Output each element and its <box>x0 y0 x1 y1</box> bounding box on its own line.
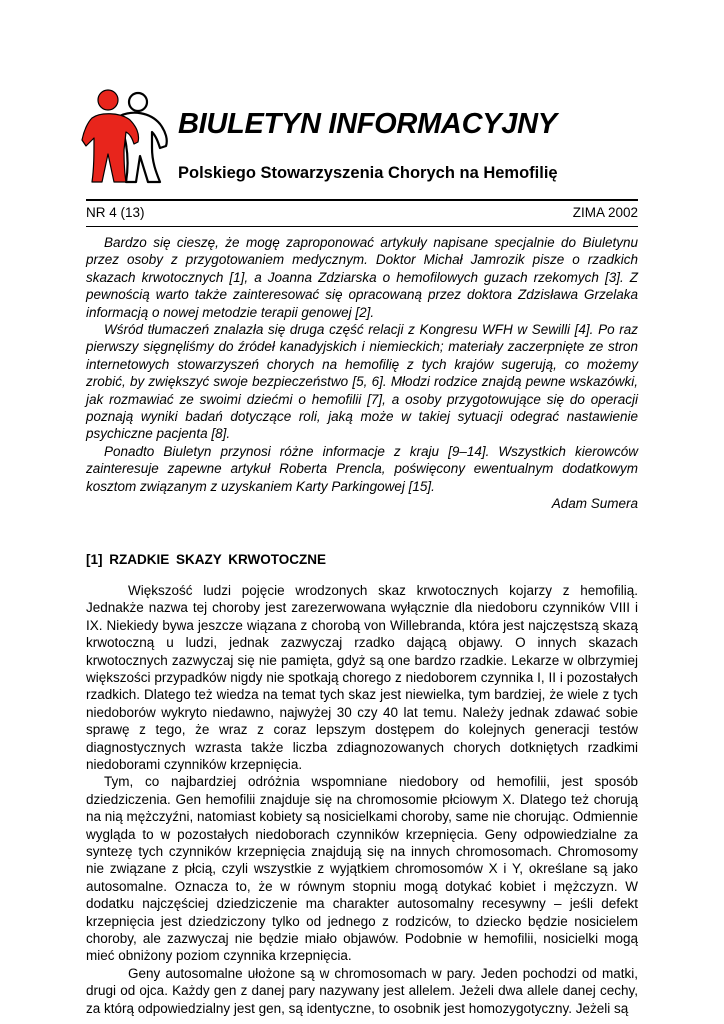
editorial-intro <box>86 234 638 513</box>
issue-number: NR 4 (13) <box>86 205 145 220</box>
header-rule-top <box>86 199 638 201</box>
article-paragraph: Geny autosomalne ułożone są w chromosomach w pary. Jeden pochodzi od matki, drugi od ojca. Każdy gen z danej pary nazywany jest allelem. Jeżeli dwa allele danej cechy, za którą odpowiedzialny jest gen, są identyczne, to osobnik jest homozygotyczny. Jeżeli są <box>86 965 638 1016</box>
article-heading: [1] RZADKIE SKAZY KRWOTOCZNE <box>86 551 327 567</box>
editor-signature: Adam Sumera <box>551 496 638 512</box>
issue-season: ZIMA 2002 <box>572 205 638 220</box>
society-logo <box>80 88 170 188</box>
bulletin-title: BIULETYN INFORMACYJNY <box>178 108 557 140</box>
article-paragraph: Większość ludzi pojęcie wrodzonych skaz krwotocznych kojarzy z hemofilią. Jednakże nazwa tej choroby jest zarezerwowana wyłącznie dla niedoboru czynników VIII i IX. Niekiedy bywa jeszcze wiązana z chorobą von Willebranda, która jest najczęstszą skazą krwotoczną u ludzi, jednak zazwyczaj rzadko dającą objawy. O innych skazach krwotocznych zazwyczaj się nie pamięta, gdyż są one bardzo rzadkie. Lekarze w olbrzymiej większości przypadków nigdy nie spotkają chorego z niedoborem czynnika I, II i pozostałych rzadkich. Dlatego też wiedza na temat tych skaz jest niewielka, tym bardziej, że wiele z tych niedoborów wykryto niedawno, najwyżej 30 czy 40 lat temu. Należy jednak zdawać sobie sprawę z tego, że wraz z coraz lepszym dostępem do kolejnych generacji testów diagnostycznych wzrasta także liczba zdiagnozowanych chorych dotkniętych rzadkimi niedoborami czynników krzepnięcia. <box>86 582 638 772</box>
page-content <box>86 234 638 1017</box>
intro-paragraph: Wśród tłumaczeń znalazła się druga część relacji z Kongresu WFH w Sewilli [4]. Po raz pierwszy sięgnęliśmy do źródeł kanadyjskich i niemieckich; materiały zaczerpnięte ze stron internetowych stowarzyszeń chorych na hemofilię z tych krajów sugerują, co możemy zrobić, by zwiększyć swoje bezpieczeństwo [5, 6]. Młodzi rodzice znajdą pewne wskazówki, jak rozmawiać ze swoimi dziećmi o hemofilii [7], a osoby przygotowujące się do operacji poznają wyniki badań dotyczące roli, jaką może w takiej sytuacji odegrać nastawienie psychiczne pacjenta [8]. <box>86 322 638 442</box>
intro-paragraph: Ponadto Biuletyn przynosi różne informacje z kraju [9–14]. Wszystkich kierowców zainteresuje zapewne artykuł Roberta Prencla, poświęcony ewentualnym dodatkowym kosztom związanym z uzyskaniem Karty Parkingowej [15]. <box>86 443 638 494</box>
article-paragraph: Tym, co najbardziej odróżnia wspomniane niedobory od hemofilii, jest sposób dziedziczenia. Gen hemofilii znajduje się na chromosomie płciowym X. Dlatego też chorują na nią mężczyźni, natomiast kobiety są nosicielkami choroby, same nie chorując. Odmiennie wygląda to w pozostałych niedoborach czynników krzepnięcia. Geny odpowiedzialne za syntezę tych czynników krzepnięcia znajdują się na innych chromosomach. Chromosomy nie związane z płcią, czyli wszystkie z wyjątkiem chromosomów X i Y, określane są jako autosomalne. Oznacza to, że w równym stopniu mogą dotykać kobiet i mężczyzn. W dodatku najczęściej dziedziczenie ma charakter autosomalny recesywny – jeśli defekt krzepnięcia jest dziedziczony tylko od jednego z rodziców, to dziecko będzie nosicielem choroby, ale zazwyczaj nie będzie miało objawów. Podobnie w hemofilii, nosicielki mogą mieć obniżony poziom czynnika krzepnięcia. <box>86 774 639 964</box>
article-body <box>86 582 638 1017</box>
intro-paragraph: Bardzo się cieszę, że mogę zaproponować artykuły napisane specjalnie do Biuletynu przez osoby z przygotowaniem medycznym. Doktor Michał Jamrozik pisze o rzadkich skazach krwotocznych [1], a Joanna Zdziarska o hemofilowych guzach rzekomych [3]. Z pewnością warto także zainteresować się opracowaną przez doktora Zdzisława Grzelaka informacją o nowej metodzie terapii genowej [2]. <box>86 235 638 320</box>
bulletin-subtitle: Polskiego Stowarzyszenia Chorych na Hemofilię <box>178 164 558 182</box>
white-figure-icon <box>120 93 167 182</box>
issue-line <box>86 205 638 221</box>
header-rule-bottom <box>86 226 638 227</box>
